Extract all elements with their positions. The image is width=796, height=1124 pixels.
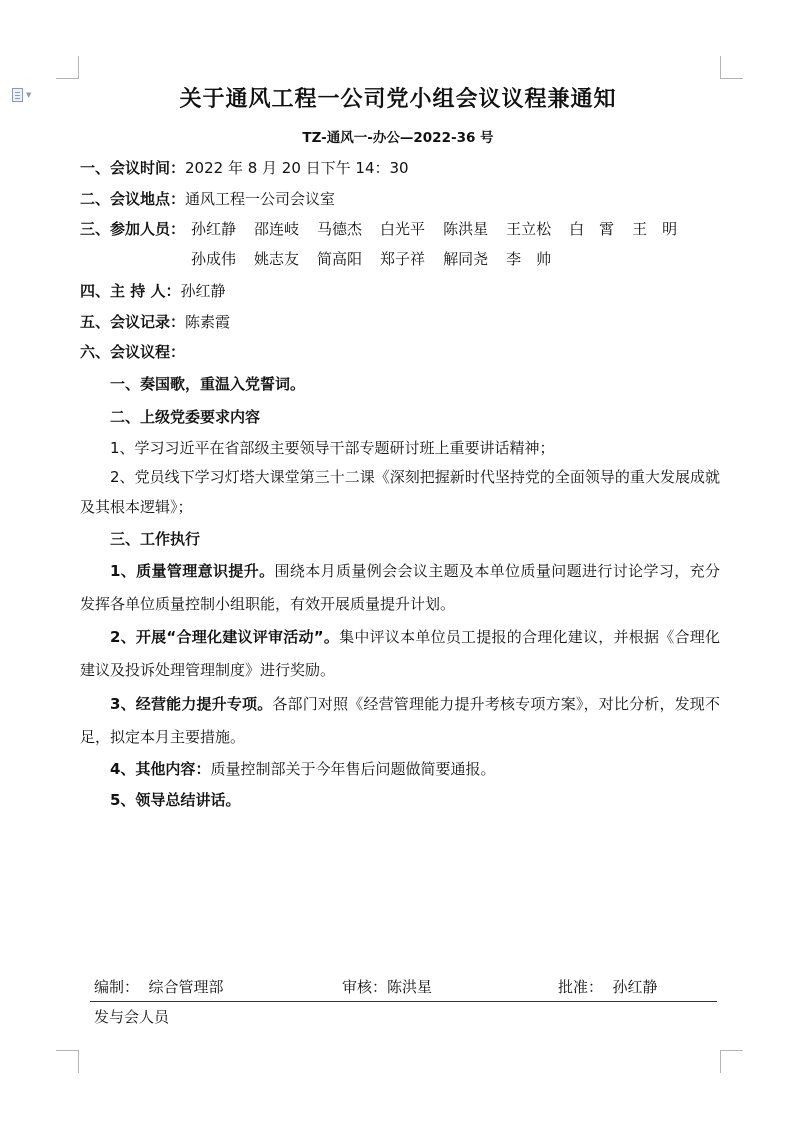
attendee-name: 郑子祥 [380,250,426,268]
task-4-title: 4、其他内容： [110,760,211,778]
task-3-title: 3、经营能力提升专项。 [110,695,273,713]
attendee-name: 邵连岐 [254,220,300,238]
task-4-row [110,758,495,779]
agenda-item-2-sub-1: 1、学习习近平在省部级主要领导干部专题研讨班上重要讲话精神； [110,439,555,457]
meeting-place-label: 二、会议地点： [80,190,186,208]
host-value: 孙红静 [180,282,226,300]
attendee-name: 李 帅 [506,250,552,268]
footer-reviewer: 审核：陈洪星 [342,978,433,996]
meeting-place-value: 通风工程一公司会议室 [185,190,336,208]
attendee-name: 解同尧 [443,250,489,268]
attendee-name: 王 明 [632,220,678,238]
recorder-label: 五、会议记录： [80,313,186,331]
host-label: 四、主 持 人： [80,282,181,300]
task-1-paragraph [80,555,720,621]
task-5-row: 5、领导总结讲话。 [110,791,241,809]
agenda-label: 六、会议议程： [80,343,186,361]
recorder-value: 陈素霞 [185,313,231,331]
attendee-name: 姚志友 [254,250,300,268]
page-corner-mark-top-right [720,56,743,79]
chevron-down-icon: ▼ [26,90,32,99]
attendee-name: 白光平 [380,220,426,238]
agenda-item-2: 二、上级党委要求内容 [110,408,261,426]
document-number: TZ-通风一-办公—2022-36 号 [302,130,494,146]
page-corner-mark-bottom-left [56,1050,79,1073]
meeting-time-label: 一、会议时间： [80,159,186,177]
attendee-name: 孙红静 [191,220,237,238]
attendee-name: 孙成伟 [191,250,237,268]
task-2-text: 集中评议本单位员工提报的合理化建议，并根据《合理化建议及投诉处理管理制度》进行奖励。 [80,628,720,679]
attendees-row [80,218,185,239]
task-4-text: 质量控制部关于今年售后问题做简要通报。 [210,760,496,778]
agenda-item-3: 三、工作执行 [110,530,201,548]
task-3-text: 各部门对照《经营管理能力提升考核专项方案》，对比分析，发现不足，拟定本月主要措施。 [80,695,720,746]
footer-editor: 编制： 综合管理部 [94,978,224,996]
page-corner-mark-top-left [56,56,79,79]
attendee-name: 马德杰 [317,220,363,238]
attendee-name: 简高阳 [317,250,363,268]
task-3-paragraph [80,688,720,754]
footer-distribution: 发与会人员 [94,1008,170,1026]
meeting-time-value: 2022 年 8 月 20 日下午 14：30 [185,159,409,177]
task-2-paragraph [80,621,720,687]
agenda-heading-row [80,341,185,362]
footer-approver: 批准： 孙红静 [558,978,658,996]
document-title: 关于通风工程一公司党小组会议议程兼通知 [179,87,617,112]
attendee-name: 陈洪星 [443,220,489,238]
task-1-title: 1、质量管理意识提升。 [110,562,275,580]
recorder-row [80,311,230,332]
attendees-label: 三、参加人员： [80,220,186,238]
attendee-name: 王立松 [506,220,552,238]
host-row [80,280,225,301]
agenda-item-2-sub-2: 2、党员线下学习灯塔大课堂第三十二课《深刻把握新时代坚持党的全面领导的重大发展成就及其根本逻辑》； [80,468,720,516]
attendees-list-line-2 [191,248,569,269]
meeting-time-row [80,157,409,178]
task-1-text: 围绕本月质量例会会议主题及本单位质量问题进行讨论学习，充分发挥各单位质量控制小组职能，有效开展质量提升计划。 [80,562,720,613]
footer-divider [90,1001,717,1002]
task-2-title: 2、开展“合理化建议评审活动”。 [110,628,340,646]
meeting-place-row [80,188,335,209]
page-corner-mark-bottom-right [720,1050,743,1073]
attendees-list-line-1 [191,218,695,239]
attendee-name: 白 霄 [569,220,615,238]
agenda-item-1: 一、奏国歌，重温入党誓词。 [110,375,306,393]
